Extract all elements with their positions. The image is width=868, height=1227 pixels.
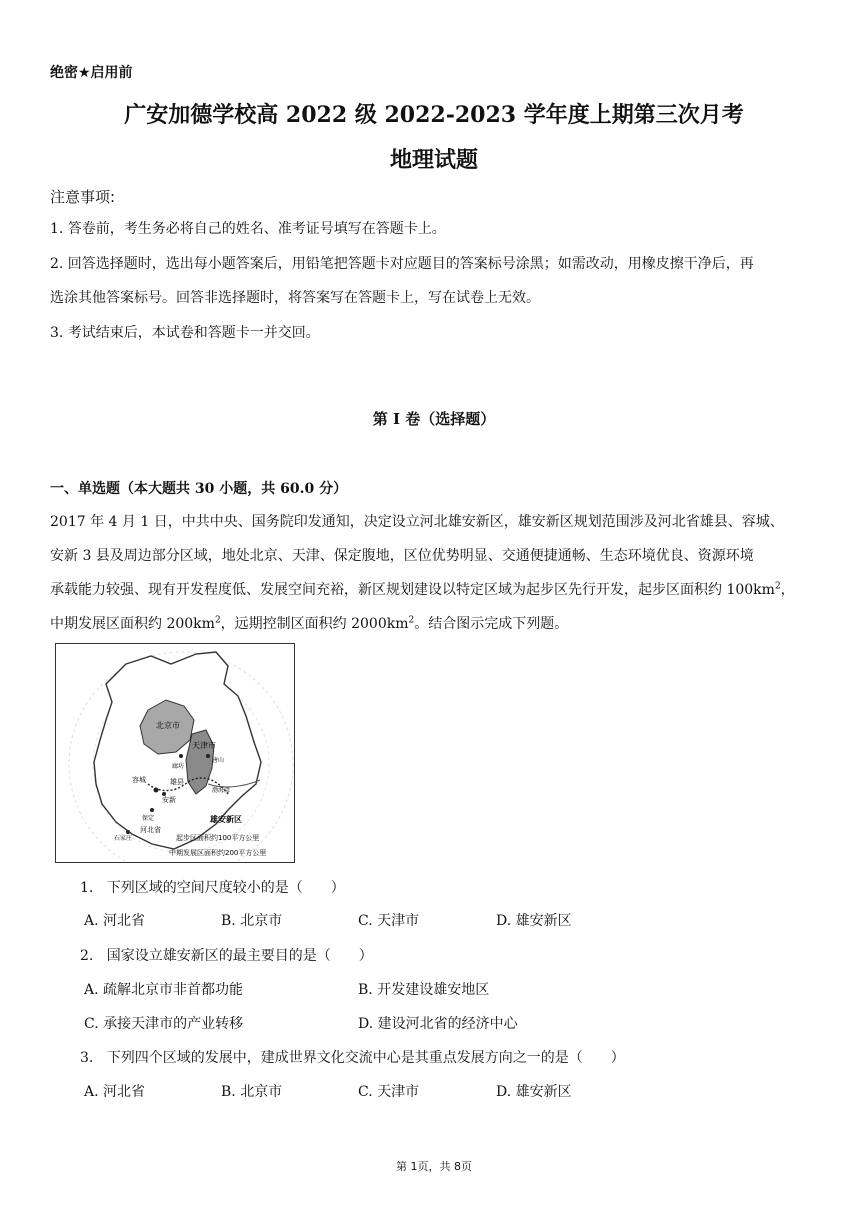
question-text: 下列区域的空间尺度较小的是（ ） [106,880,345,896]
question-text: 下列四个区域的发展中，建成世界文化交流中心是其重点发展方向之一的是（ ） [106,1050,625,1066]
rongcheng-label: 容城 [132,776,146,784]
option-label: D. [358,1016,374,1032]
tangshan-dot [206,754,210,758]
beijing-label: 北京市 [156,721,180,730]
superscript: 2 [774,581,781,592]
option-label: A. [84,982,99,998]
option-a [84,910,145,930]
option-label: A. [84,1084,99,1100]
option-text: 河北省 [103,913,146,929]
option-b [221,1081,282,1101]
option-d [358,1013,518,1033]
option-label: B. [358,982,373,998]
passage-text: 。结合图示完成下列题。 [414,616,569,632]
option-a [84,979,243,999]
option-text: 承接天津市的产业转移 [103,1016,244,1032]
passage-line-3 [50,579,820,601]
option-d [496,1081,572,1101]
hebei-label: 河北省 [140,826,161,834]
confidential-label: 绝密★启用前 [50,65,133,81]
notes-item-2: 2. 回答选择题时，选出每小题答案后，用铅笔把答题卡对应题目的答案标号涂黑；如需改动，用橡皮擦干净后，再 [50,256,754,272]
option-text: 天津市 [377,1084,420,1100]
langfang-label: 廊坊 [172,763,185,770]
option-label: B. [221,913,236,929]
superscript: 2 [408,615,415,626]
passage-line-1: 2017 年 4 月 1 日，中共中央、国务院印发通知，决定设立河北雄安新区，雄安新区规划范围涉及河北省雄县、容城、 [50,514,784,530]
passage-line-4 [50,613,820,635]
xiongan-label: 雄安新区 [210,815,242,824]
option-label: D. [496,1084,512,1100]
option-c [358,1081,419,1101]
option-text: 建设河北省的经济中心 [377,1016,518,1032]
option-text: 天津市 [377,913,420,929]
option-label: C. [84,1016,99,1032]
question-3 [80,1047,625,1067]
option-label: A. [84,913,99,929]
anxin-label: 安新 [162,796,176,804]
question-text: 国家设立雄安新区的最主要目的是（ ） [106,948,373,964]
option-label: B. [221,1084,236,1100]
option-text: 北京市 [240,913,283,929]
legend-mid-area: 中期发展区面积约200平方公里 [169,849,267,857]
option-label: D. [496,913,512,929]
notes-heading: 注意事项: [50,188,116,206]
exam-subject: 地理试题 [389,147,478,173]
option-a [84,1081,145,1101]
question-number: 2. [80,948,94,964]
baoding-label: 保定 [142,815,155,822]
xiongan-map-figure [55,643,295,863]
option-text: 开发建设雄安地区 [377,982,490,998]
section-title: 第 I 卷（选择题） [372,410,496,428]
shijiazhuang-label: 石家庄 [114,835,133,842]
option-text: 雄安新区 [515,913,572,929]
option-text: 疏解北京市非首都功能 [103,982,244,998]
option-d [496,910,572,930]
map-svg [56,644,294,862]
passage-text: ， [780,582,795,598]
option-label: C. [358,913,373,929]
option-c [358,910,419,930]
option-b [358,979,489,999]
shijiazhuang-dot [126,830,130,834]
option-text: 雄安新区 [515,1084,572,1100]
passage-text: 承载能力较强、现有开发程度低、发展空间充裕，新区规划建设以特定区域为起步区先行开发，起步区面积约 100km [50,582,775,598]
legend-start-area: 起步区面积约100平方公里 [176,834,260,842]
option-text: 北京市 [240,1084,283,1100]
notes-item-2-cont: 选涂其他答案标号。回答非选择题时，将答案写在答题卡上，写在试卷上无效。 [50,290,540,306]
page-footer: 第 1页，共 8页 [396,1160,472,1173]
passage-line-2: 安新 3 县及周边部分区域，地处北京、天津、保定腹地，区位优势明显、交通便捷通畅、生态环境优良、资源环境 [50,548,754,564]
xiongxian-label: 雄县 [170,778,184,786]
tianjin-label: 天津市 [192,741,216,750]
option-b [221,910,282,930]
option-label: C. [358,1084,373,1100]
question-number: 3. [80,1050,94,1066]
passage-text: 中期发展区面积约 200km [50,616,215,632]
notes-item-1: 1. 答卷前，考生务必将自己的姓名、准考证号填写在答题卡上。 [50,221,446,237]
baoding-dot [150,808,154,812]
langfang-dot [179,754,183,758]
option-text: 河北省 [103,1084,146,1100]
question-1 [80,877,345,897]
tangshan-label: 唐山 [212,757,225,764]
xiongan-dot [154,788,159,793]
exam-title: 广安加德学校高 2022 级 2022-2023 学年度上期第三次月考 [124,102,744,128]
option-c [84,1013,243,1033]
superscript: 2 [214,615,221,626]
notes-item-3: 3. 考试结束后，本试卷和答题卡一并交回。 [50,325,320,341]
question-2 [80,945,373,965]
passage-text: ，远期控制区面积约 2000km [220,616,409,632]
part-heading: 一、单选题（本大题共 30 小题，共 60.0 分） [50,481,348,497]
question-number: 1. [80,880,94,896]
bohai-label: 渤海湾 [212,787,231,794]
